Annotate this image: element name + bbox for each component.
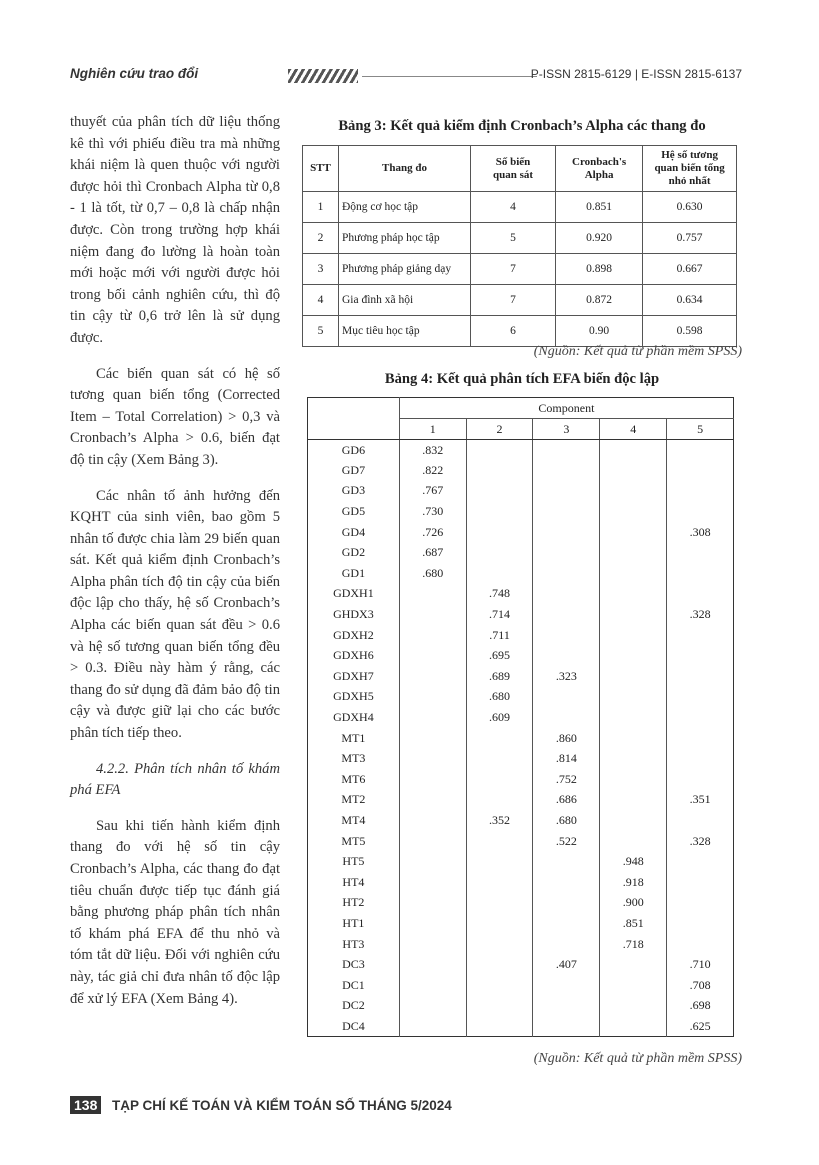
table4-loading-cell — [667, 481, 734, 502]
table4-loading-cell: .726 — [399, 522, 466, 543]
table4-loading-cell — [600, 522, 667, 543]
table4-loading-cell — [399, 872, 466, 893]
table4-loading-cell — [667, 934, 734, 955]
table4-row — [308, 687, 734, 708]
table4-loading-cell — [600, 1016, 667, 1037]
table4-loading-cell — [399, 625, 466, 646]
table4-loading-cell — [399, 769, 466, 790]
table4-col-1: 1 — [399, 419, 466, 440]
table4-loading-cell — [667, 687, 734, 708]
table4-col-4: 4 — [600, 419, 667, 440]
table4-loading-cell: .832 — [399, 440, 466, 461]
table4-variable-label: HT2 — [308, 893, 400, 914]
table4-loading-cell: .851 — [600, 913, 667, 934]
table3-row — [303, 192, 737, 223]
table4-loading-cell — [399, 790, 466, 811]
table4-variable-label: GDXH7 — [308, 666, 400, 687]
table4-loading-cell: .680 — [399, 563, 466, 584]
table3-cell: 3 — [303, 254, 339, 285]
table3-cell: 0.851 — [556, 192, 643, 223]
table4-loading-cell — [533, 481, 600, 502]
table4-loading-cell — [533, 996, 600, 1017]
table4-loading-cell: .711 — [466, 625, 533, 646]
paragraph-1: thuyết của phân tích dữ liệu thống kê thì với phiếu điều tra mà những khái niệm là quen thuộc với người được hỏi thì Cronbach Alpha từ 0,8 - 1 là tốt, từ 0,7 – 0,8 là chấp nhận được. Còn trong trường hợp khái niệm đang đo lường là hoàn toàn mới hoặc mới với người được hỏi trong bối cảnh nghiên cứu, thì độ tin cậy từ 0,6 trở lên là sử dụng được. — [70, 114, 280, 346]
table4-loading-cell — [399, 707, 466, 728]
journal-name: TẠP CHÍ KẾ TOÁN VÀ KIỂM TOÁN SỐ THÁNG 5/2024 — [112, 1098, 452, 1113]
table4-variable-label: DC2 — [308, 996, 400, 1017]
table4-loading-cell: .822 — [399, 460, 466, 481]
table4-loading-cell — [533, 913, 600, 934]
table4-loading-cell: .900 — [600, 893, 667, 914]
table4-variable-label: MT6 — [308, 769, 400, 790]
table4-loading-cell — [533, 687, 600, 708]
table3-cell: Phương pháp học tập — [339, 223, 471, 254]
table4-loading-cell: .686 — [533, 790, 600, 811]
table4-loading-cell — [600, 707, 667, 728]
table4-loading-cell — [533, 872, 600, 893]
table4-variable-label: HT1 — [308, 913, 400, 934]
table4-loading-cell — [466, 954, 533, 975]
table3-cronbach-alpha — [302, 145, 737, 347]
table4-loading-cell: .718 — [600, 934, 667, 955]
table4-loading-cell: .689 — [466, 666, 533, 687]
table3-cell: 1 — [303, 192, 339, 223]
table3-cell: 0.872 — [556, 285, 643, 316]
table4-loading-cell: .752 — [533, 769, 600, 790]
table4-header-row-component — [308, 398, 734, 419]
table4-loading-cell: .407 — [533, 954, 600, 975]
table3-header-stt: STT — [303, 146, 339, 192]
table4-variable-label: HT5 — [308, 851, 400, 872]
table3-header-alpha: Cronbach's Alpha — [556, 146, 643, 192]
table3-header-items: Số biến quan sát — [471, 146, 556, 192]
table4-row — [308, 666, 734, 687]
table4-loading-cell — [667, 893, 734, 914]
table4-loading-cell — [399, 934, 466, 955]
table4-row — [308, 707, 734, 728]
table4-row — [308, 1016, 734, 1037]
table4-loading-cell — [466, 501, 533, 522]
table4-variable-label: GDXH6 — [308, 645, 400, 666]
table4-loading-cell: .730 — [399, 501, 466, 522]
table4-loading-cell — [600, 975, 667, 996]
table4-row — [308, 831, 734, 852]
table4-loading-cell: .748 — [466, 584, 533, 605]
table3-cell: Gia đình xã hội — [339, 285, 471, 316]
table4-loading-cell: .328 — [667, 831, 734, 852]
table3-cell: 0.630 — [643, 192, 737, 223]
table3-cell: Mục tiêu học tập — [339, 316, 471, 347]
paragraph-2: Các biến quan sát có hệ số tương quan biến tổng (Corrected Item – Total Correlation) > 0,3 và Cronbach’s Alpha > 0.6, biến đạt độ tin cậy (Xem Bảng 3). — [70, 365, 280, 468]
table4-loading-cell — [600, 687, 667, 708]
table4-loading-cell — [399, 851, 466, 872]
table4-loading-cell — [533, 645, 600, 666]
table4-loading-cell — [466, 872, 533, 893]
table4-loading-cell: .767 — [399, 481, 466, 502]
table4-variable-label: GDXH2 — [308, 625, 400, 646]
table3-cell: 0.757 — [643, 223, 737, 254]
table3-cell: 2 — [303, 223, 339, 254]
table4-variable-label: GD1 — [308, 563, 400, 584]
table4-loading-cell — [667, 913, 734, 934]
table4-loading-cell — [399, 604, 466, 625]
table4-variable-label: MT1 — [308, 728, 400, 749]
table4-loading-cell — [533, 975, 600, 996]
table4-source: (Nguồn: Kết quả từ phần mềm SPSS) — [533, 1051, 742, 1066]
table4-loading-cell — [533, 1016, 600, 1037]
table4-row — [308, 460, 734, 481]
table4-loading-cell — [466, 851, 533, 872]
table3-cell: 4 — [303, 285, 339, 316]
table3-row — [303, 223, 737, 254]
table4-row — [308, 996, 734, 1017]
table4-loading-cell — [600, 460, 667, 481]
table4-loading-cell — [600, 666, 667, 687]
table4-loading-cell — [466, 913, 533, 934]
table4-loading-cell — [466, 481, 533, 502]
table4-variable-label: GHDX3 — [308, 604, 400, 625]
table4-loading-cell — [600, 440, 667, 461]
table4-row — [308, 934, 734, 955]
table4-row — [308, 481, 734, 502]
table4-loading-cell — [533, 851, 600, 872]
table4-variable-label: HT4 — [308, 872, 400, 893]
table4-loading-cell — [399, 1016, 466, 1037]
table4-row — [308, 501, 734, 522]
paragraph-4: Sau khi tiến hành kiểm định thang đo với hệ số tin cậy Cronbach’s Alpha, các thang đo đạt tiêu chuẩn được tiếp tục đánh giá bằng phương pháp phân tích nhân tố khám phá EFA để thu nhỏ và tóm tắt dữ liệu. Đối với nghiên cứu này, tác giả chỉ đưa nhân tố độc lập để xử lý EFA (Xem Bảng 4). — [70, 817, 280, 1007]
table4-loading-cell — [667, 748, 734, 769]
table4-loading-cell — [533, 501, 600, 522]
table3-row — [303, 285, 737, 316]
table4-variable-label: MT5 — [308, 831, 400, 852]
table4-row — [308, 851, 734, 872]
table4-loading-cell — [667, 851, 734, 872]
table4-header-blank — [308, 398, 400, 419]
section-title: Nghiên cứu trao đổi — [70, 66, 199, 81]
table4-loading-cell: .308 — [667, 522, 734, 543]
table4-loading-cell — [533, 563, 600, 584]
table4-row — [308, 522, 734, 543]
table4-loading-cell — [600, 996, 667, 1017]
table4-loading-cell: .814 — [533, 748, 600, 769]
table3-cell: 5 — [303, 316, 339, 347]
table4-loading-cell — [399, 893, 466, 914]
table4-loading-cell — [399, 728, 466, 749]
table4-loading-cell — [466, 975, 533, 996]
table4-variable-label: GDXH5 — [308, 687, 400, 708]
table4-loading-cell — [667, 645, 734, 666]
table3-cell: Động cơ học tập — [339, 192, 471, 223]
table4-loading-cell: .710 — [667, 954, 734, 975]
table4-loading-cell — [466, 440, 533, 461]
table4-loading-cell — [533, 625, 600, 646]
table4-loading-cell — [667, 707, 734, 728]
table3-cell: 0.898 — [556, 254, 643, 285]
table4-loading-cell: .609 — [466, 707, 533, 728]
page-number: 138 — [70, 1096, 101, 1114]
table4-loading-cell — [600, 481, 667, 502]
header-stripes-decoration — [288, 69, 358, 83]
section-subheading: 4.2.2. Phân tích nhân tố khám phá EFA — [70, 760, 280, 799]
table4-loading-cell — [667, 563, 734, 584]
header-rule — [362, 76, 537, 77]
table4-loading-cell — [466, 748, 533, 769]
table4-loading-cell: .687 — [399, 542, 466, 563]
table3-cell: 0.634 — [643, 285, 737, 316]
table4-row — [308, 790, 734, 811]
table4-loading-cell — [533, 893, 600, 914]
table4-component-label: Component — [399, 398, 733, 419]
table4-loading-cell — [667, 542, 734, 563]
table4-loading-cell — [667, 769, 734, 790]
table4-loading-cell: .522 — [533, 831, 600, 852]
table4-loading-cell — [600, 542, 667, 563]
table4-loading-cell — [600, 790, 667, 811]
table4-loading-cell: .351 — [667, 790, 734, 811]
table4-row — [308, 893, 734, 914]
table4-variable-label: HT3 — [308, 934, 400, 955]
table4-row — [308, 954, 734, 975]
table4-variable-label: DC4 — [308, 1016, 400, 1037]
table4-loading-cell — [600, 810, 667, 831]
table4-row — [308, 584, 734, 605]
table4-loading-cell — [600, 954, 667, 975]
table4-loading-cell — [466, 522, 533, 543]
table3-cell: 4 — [471, 192, 556, 223]
table4-row — [308, 440, 734, 461]
table4-loading-cell: .948 — [600, 851, 667, 872]
table4-caption: Bảng 4: Kết quả phân tích EFA biến độc lập — [384, 371, 660, 387]
table4-loading-cell: .918 — [600, 872, 667, 893]
table4-loading-cell — [667, 460, 734, 481]
table4-row — [308, 810, 734, 831]
table4-variable-label: GD5 — [308, 501, 400, 522]
table4-loading-cell — [399, 831, 466, 852]
table3-cell: 0.90 — [556, 316, 643, 347]
table4-variable-label: DC1 — [308, 975, 400, 996]
table4-loading-cell — [533, 440, 600, 461]
table4-loading-cell — [466, 934, 533, 955]
table4-loading-cell — [667, 666, 734, 687]
table4-loading-cell — [600, 563, 667, 584]
table4-loading-cell — [667, 584, 734, 605]
table4-row — [308, 769, 734, 790]
table4-variable-label: GD4 — [308, 522, 400, 543]
table4-row — [308, 645, 734, 666]
table4-loading-cell — [399, 584, 466, 605]
table4-loading-cell — [399, 810, 466, 831]
table4-loading-cell — [399, 913, 466, 934]
table4-loading-cell — [600, 625, 667, 646]
table3-header-row — [303, 146, 737, 192]
table3-cell: 0.920 — [556, 223, 643, 254]
table4-variable-label: GD2 — [308, 542, 400, 563]
table4-variable-label: DC3 — [308, 954, 400, 975]
table4-header-blank-2 — [308, 419, 400, 440]
table4-loading-cell: .328 — [667, 604, 734, 625]
table3-cell: 0.598 — [643, 316, 737, 347]
table4-col-3: 3 — [533, 419, 600, 440]
paragraph-3: Các nhân tố ảnh hưởng đến KQHT của sinh viên, bao gồm 5 nhân tố được chia làm 29 biến quan sát. Kết quả kiểm định Cronbach’s Alpha phân tích độ tin cậy của biến độc lập cho thấy, hệ số Cronbach’s Alpha các biến quan sát đều > 0.6 và hệ số tương quan biến tổng đều > 0.3. Điều này hàm ý rằng, các thang đo sử dụng đã đảm bảo độ tin cậy và được giữ lại cho các bước phân tích tiếp theo. — [70, 487, 280, 742]
table4-loading-cell — [399, 748, 466, 769]
table4-loading-cell — [667, 872, 734, 893]
table4-loading-cell: .708 — [667, 975, 734, 996]
table4-loading-cell — [533, 604, 600, 625]
table4-loading-cell — [600, 728, 667, 749]
table4-loading-cell — [466, 790, 533, 811]
table4-loading-cell: .680 — [466, 687, 533, 708]
table4-loading-cell — [466, 893, 533, 914]
table4-loading-cell — [533, 522, 600, 543]
table4-row — [308, 563, 734, 584]
table4-loading-cell — [466, 769, 533, 790]
table4-loading-cell — [466, 563, 533, 584]
table4-loading-cell — [533, 707, 600, 728]
table4-loading-cell: .698 — [667, 996, 734, 1017]
table4-col-5: 5 — [667, 419, 734, 440]
table3-cell: 7 — [471, 285, 556, 316]
table4-variable-label: GDXH4 — [308, 707, 400, 728]
table4-loading-cell: .680 — [533, 810, 600, 831]
table4-loading-cell — [600, 748, 667, 769]
table4-loading-cell: .714 — [466, 604, 533, 625]
table4-variable-label: GD3 — [308, 481, 400, 502]
table4-loading-cell — [533, 584, 600, 605]
table4-row — [308, 728, 734, 749]
table4-loading-cell — [667, 625, 734, 646]
table4-loading-cell: .695 — [466, 645, 533, 666]
table4-loading-cell — [399, 687, 466, 708]
table4-loading-cell — [399, 975, 466, 996]
table3-row — [303, 316, 737, 347]
table4-loading-cell — [600, 831, 667, 852]
table4-loading-cell — [533, 934, 600, 955]
table4-loading-cell — [533, 542, 600, 563]
table4-variable-label: MT2 — [308, 790, 400, 811]
table4-header-row-numbers — [308, 419, 734, 440]
table4-row — [308, 604, 734, 625]
table3-caption: Bảng 3: Kết quả kiểm định Cronbach’s Alpha các thang đo — [338, 118, 706, 134]
left-column-text — [70, 112, 280, 1024]
table3-header-min-corr: Hệ số tương quan biến tổng nhỏ nhất — [643, 146, 737, 192]
table4-loading-cell — [466, 1016, 533, 1037]
table3-cell: Phương pháp giảng dạy — [339, 254, 471, 285]
table4-row — [308, 625, 734, 646]
table4-loading-cell: .352 — [466, 810, 533, 831]
table4-loading-cell: .625 — [667, 1016, 734, 1037]
table4-row — [308, 975, 734, 996]
table4-loading-cell — [399, 954, 466, 975]
table4-loading-cell — [466, 460, 533, 481]
table4-loading-cell — [600, 604, 667, 625]
table3-row — [303, 254, 737, 285]
table4-loading-cell: .860 — [533, 728, 600, 749]
table4-variable-label: GD7 — [308, 460, 400, 481]
table3-cell: 7 — [471, 254, 556, 285]
table4-loading-cell — [466, 728, 533, 749]
table4-variable-label: MT4 — [308, 810, 400, 831]
issn-label: P-ISSN 2815-6129 | E-ISSN 2815-6137 — [530, 67, 742, 81]
table3-cell: 0.667 — [643, 254, 737, 285]
table4-loading-cell — [667, 440, 734, 461]
table3-source: (Nguồn: Kết quả từ phần mềm SPSS) — [533, 344, 742, 359]
table4-row — [308, 542, 734, 563]
table4-loading-cell — [667, 810, 734, 831]
table4-loading-cell — [600, 645, 667, 666]
table3-cell: 5 — [471, 223, 556, 254]
table4-variable-label: GD6 — [308, 440, 400, 461]
running-header — [70, 64, 742, 86]
table4-loading-cell — [399, 996, 466, 1017]
table4-row — [308, 872, 734, 893]
table4-loading-cell — [466, 996, 533, 1017]
table4-loading-cell — [600, 501, 667, 522]
table4-efa — [307, 397, 734, 1037]
table4-loading-cell — [399, 666, 466, 687]
table4-loading-cell — [600, 769, 667, 790]
table4-loading-cell: .323 — [533, 666, 600, 687]
table4-variable-label: GDXH1 — [308, 584, 400, 605]
table4-loading-cell — [466, 831, 533, 852]
table4-row — [308, 748, 734, 769]
table3-header-scale: Thang đo — [339, 146, 471, 192]
table4-loading-cell — [667, 501, 734, 522]
table4-loading-cell — [600, 584, 667, 605]
table4-row — [308, 913, 734, 934]
table3-cell: 6 — [471, 316, 556, 347]
table4-loading-cell — [466, 542, 533, 563]
table4-loading-cell — [667, 728, 734, 749]
table4-loading-cell — [533, 460, 600, 481]
table4-loading-cell — [399, 645, 466, 666]
table4-col-2: 2 — [466, 419, 533, 440]
table4-variable-label: MT3 — [308, 748, 400, 769]
